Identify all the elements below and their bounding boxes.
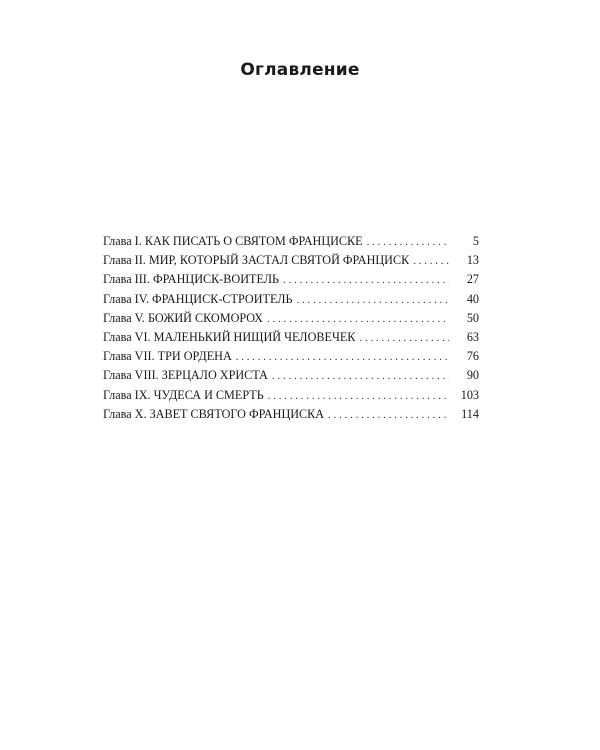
toc-entry-label: Глава III. ФРАНЦИСК-ВОИТЕЛЬ xyxy=(103,272,280,287)
toc-entry xyxy=(103,290,479,309)
toc-leader-dots xyxy=(413,252,449,271)
toc-leader-dots xyxy=(272,367,449,386)
toc-entry-label: Глава VIII. ЗЕРЦАЛО ХРИСТА xyxy=(103,368,268,383)
toc-entry-page: 27 xyxy=(466,272,479,287)
toc-leader-dots xyxy=(268,387,449,406)
toc-entry-page: 103 xyxy=(460,387,479,402)
toc-entry-label: Глава VII. ТРИ ОРДЕНА xyxy=(103,349,232,364)
toc-entry xyxy=(103,251,479,270)
toc-leader-dots xyxy=(328,406,449,425)
toc-entry-page: 114 xyxy=(461,406,479,421)
toc-entry xyxy=(103,309,479,328)
toc-entry xyxy=(103,366,479,385)
toc-entry-label: Глава I. КАК ПИСАТЬ О СВЯТОМ ФРАНЦИСКЕ xyxy=(103,234,363,248)
toc-leader-dots xyxy=(367,233,449,252)
toc-entry-label: Глава V. БОЖИЙ СКОМОРОХ xyxy=(103,310,263,325)
toc-entry-label: Глава IV. ФРАНЦИСК-СТРОИТЕЛЬ xyxy=(103,291,293,306)
toc-entry-label: Глава X. ЗАВЕТ СВЯТОГО ФРАНЦИСКА xyxy=(103,406,325,421)
toc-leader-dots xyxy=(283,271,449,290)
toc-entry xyxy=(103,405,479,424)
toc-entry xyxy=(103,270,479,289)
toc-entry xyxy=(103,232,479,251)
toc-entry-page: 13 xyxy=(466,253,479,268)
page-title: Оглавление xyxy=(240,60,360,80)
toc-entry-label: Глава VI. МАЛЕНЬКИЙ НИЩИЙ ЧЕЛОВЕЧЕК xyxy=(103,329,356,344)
toc-entry-page: 90 xyxy=(466,368,479,383)
toc-entry xyxy=(103,347,479,366)
toc-entry-label: Глава IX. ЧУДЕСА И СМЕРТЬ xyxy=(103,387,264,402)
toc-entry-page: 40 xyxy=(466,291,479,306)
toc-entry-page: 50 xyxy=(466,310,479,325)
toc-leader-dots xyxy=(297,291,449,310)
toc-leader-dots xyxy=(236,348,449,367)
toc-entry xyxy=(103,328,479,347)
table-of-contents xyxy=(103,232,479,424)
toc-leader-dots xyxy=(359,329,449,348)
toc-entry-page: 76 xyxy=(466,349,479,364)
toc-entry xyxy=(103,386,479,405)
toc-leader-dots xyxy=(267,310,449,329)
toc-entry-label: Глава II. МИР, КОТОРЫЙ ЗАСТАЛ СВЯТОЙ ФРАНЦИСК xyxy=(103,253,410,268)
toc-entry-page: 5 xyxy=(472,234,479,248)
toc-entry-page: 63 xyxy=(466,329,479,344)
